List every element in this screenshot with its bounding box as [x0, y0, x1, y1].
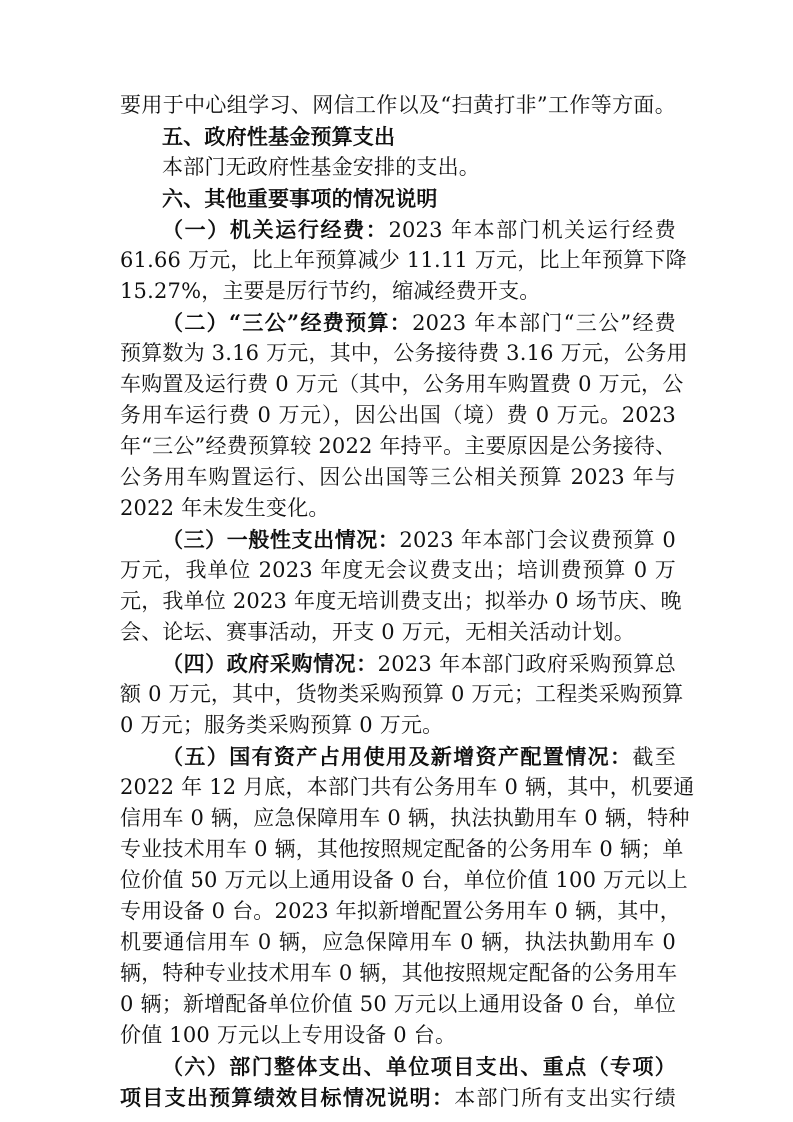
paragraph-line: 位价值 50 万元以上通用设备 0 台，单位价值 100 万元以上: [120, 868, 688, 892]
subsection-5-first-line: [120, 741, 676, 772]
section-heading-5: 五、政府性基金预算支出: [162, 124, 396, 149]
paragraph-line: 本部门无政府性基金安排的支出。: [162, 155, 480, 179]
paragraph-line: 专用设备 0 台。2023 年拟新增配置公务用车 0 辆，其中，: [120, 899, 681, 923]
document-page: [120, 90, 695, 1113]
paragraph-line: 15.27%，主要是厉行节约，缩减经费开支。: [120, 279, 541, 303]
section-heading-6: 六、其他重要事项的情况说明: [162, 186, 438, 211]
paragraph-line: 价值 100 万元以上专用设备 0 台。: [120, 1023, 457, 1047]
subsection-5-title: （五）国有资产占用使用及新增资产配置情况：: [162, 744, 633, 769]
paragraph-line: 万元，我单位 2023 年度无会议费支出；培训费预算 0 万: [120, 558, 676, 582]
subsection-4-title: （四）政府采购情况：: [162, 651, 378, 676]
paragraph-line: 预算数为 3.16 万元，其中，公务接待费 3.16 万元，公务用: [120, 341, 688, 365]
paragraph-line: 车购置及运行费 0 万元（其中，公务用车购置费 0 万元，公: [120, 372, 684, 396]
subsection-2-first-line: [120, 307, 676, 338]
paragraph-line: 年“三公”经费预算较 2022 年持平。主要原因是公务接待、: [120, 434, 677, 458]
paragraph-line: 61.66 万元，比上年预算减少 11.11 万元，比上年预算下降: [120, 248, 687, 272]
paragraph-line: 要用于中心组学习、网信工作以及“扫黄打非”工作等方面。: [120, 93, 676, 117]
paragraph-text: 2023 年本部门政府采购预算总: [377, 652, 676, 676]
subsection-2-title: （二）“三公”经费预算：: [162, 310, 413, 335]
subsection-4-first-line: [120, 648, 676, 679]
paragraph-line: 0 万元；服务类采购预算 0 万元。: [120, 713, 444, 737]
subsection-3-first-line: [120, 524, 676, 555]
paragraph-line: 2022 年未发生变化。: [120, 496, 330, 520]
subsection-6-second-line: [120, 1082, 676, 1113]
paragraph-line: 务用车运行费 0 万元），因公出国（境）费 0 万元。2023: [120, 403, 676, 427]
paragraph-text: 2023 年本部门“三公”经费: [412, 311, 676, 335]
paragraph-text: 截至: [632, 745, 676, 769]
subsection-3-title: （三）一般性支出情况：: [162, 527, 400, 552]
paragraph-text: 本部门所有支出实行绩: [454, 1086, 676, 1110]
subsection-1-title: （一）机关运行经费：: [162, 217, 389, 242]
paragraph-line: 信用车 0 辆，应急保障用车 0 辆，执法执勤用车 0 辆，特种: [120, 806, 690, 830]
paragraph-text: 2023 年本部门会议费预算 0: [399, 528, 676, 552]
paragraph-line: 辆，特种专业技术用车 0 辆，其他按照规定配备的公务用车: [120, 961, 678, 985]
paragraph-line: 会、论坛、赛事活动，开支 0 万元，无相关活动计划。: [120, 620, 635, 644]
paragraph-line: 机要通信用车 0 辆，应急保障用车 0 辆，执法执勤用车 0: [120, 930, 676, 954]
subsection-6-title: （六）部门整体支出、单位项目支出、重点（专项）: [162, 1054, 676, 1079]
paragraph-line: 2022 年 12 月底，本部门共有公务用车 0 辆，其中，机要通: [120, 775, 695, 799]
subsection-1-first-line: [120, 214, 676, 245]
paragraph-line: 公务用车购置运行、因公出国等三公相关预算 2023 年与: [120, 465, 676, 489]
paragraph-line: 元，我单位 2023 年度无培训费支出；拟举办 0 场节庆、晚: [120, 589, 682, 613]
paragraph-line: 0 辆；新增配备单位价值 50 万元以上通用设备 0 台，单位: [120, 992, 676, 1016]
paragraph-line: 专业技术用车 0 辆，其他按照规定配备的公务用车 0 辆；单: [120, 837, 684, 861]
paragraph-text: 2023 年本部门机关运行经费: [388, 218, 676, 242]
subsection-6-title-cont: 项目支出预算绩效目标情况说明：: [120, 1085, 455, 1110]
paragraph-line: 额 0 万元，其中，货物类采购预算 0 万元；工程类采购预算: [120, 682, 684, 706]
